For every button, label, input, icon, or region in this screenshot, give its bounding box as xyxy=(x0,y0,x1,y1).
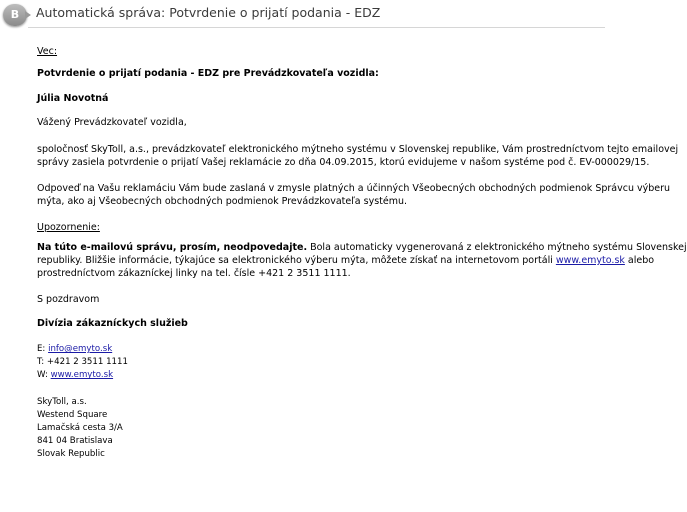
address-block xyxy=(37,396,602,462)
badge-arrow-icon xyxy=(25,11,31,19)
vec-label: Vec: xyxy=(37,46,58,57)
paragraph-line: mýta, ako aj Všeobecných obchodných podmienok Prevádzkovateľa systému. xyxy=(37,196,408,207)
paragraph-confirmation xyxy=(37,143,679,169)
email-label: E: xyxy=(37,344,49,354)
b-badge-icon: B xyxy=(3,4,27,26)
greeting: Vážený Prevádzkovateľ vozidla, xyxy=(37,117,187,128)
warning-text: Bola automaticky vygenerovaná z elektronického mýtneho systému Slovenskej xyxy=(307,242,687,253)
paragraph-warning xyxy=(37,241,687,280)
contact-phone: T: +421 2 3511 1111 xyxy=(37,357,128,368)
paragraph-response xyxy=(37,182,671,208)
contact-block xyxy=(37,343,602,383)
portal-link[interactable]: www.emyto.sk xyxy=(555,255,625,266)
contact-web-link[interactable]: www.emyto.sk xyxy=(50,370,114,381)
address-city: 841 04 Bratislava xyxy=(37,436,113,447)
email-title: Potvrdenie o prijatí podania - EDZ pre Prevádzkovateľa vozidla: xyxy=(37,68,379,79)
recipient-name: Júlia Novotná xyxy=(37,93,109,104)
address-country: Slovak Republic xyxy=(37,449,105,460)
paragraph-line: správy zasiela potvrdenie o prijatí Vašej reklamácie zo dňa 04.09.2015, ktorú evidujeme v našom systéme pod č. EV-000029/15. xyxy=(37,157,650,168)
web-label: W: xyxy=(37,370,51,381)
closing: S pozdravom xyxy=(37,294,100,305)
upozornenie-label: Upozornenie: xyxy=(37,222,100,233)
paragraph-line: Odpoveď na Vašu reklamáciu Vám bude zaslaná v zmysle platných a účinných Všeobecných obchodných podmienok Správcu výberu xyxy=(37,183,671,194)
email-subject: Automatická správa: Potvrdenie o prijatí podania - EDZ xyxy=(36,5,381,20)
warning-text: republiky. Bližšie informácie, týkajúce sa elektronického výberu mýta, môžete získať na internetovom portáli xyxy=(37,255,556,266)
message-header xyxy=(0,0,605,30)
header-divider xyxy=(28,27,605,28)
contact-email-link[interactable]: info@emyto.sk xyxy=(48,344,113,354)
warning-bold: Na túto e-mailovú správu, prosím, neodpovedajte. xyxy=(37,242,308,253)
address-street: Westend Square xyxy=(37,409,108,420)
warning-text: prostredníctvom zákazníckej linky na tel. čísle +421 2 3511 1111. xyxy=(37,268,351,279)
email-body xyxy=(37,45,687,462)
division-name: Divízia zákazníckych služieb xyxy=(37,318,188,329)
address-company: SkyToll, a.s. xyxy=(37,396,87,407)
warning-text: alebo xyxy=(624,255,655,266)
paragraph-line: spoločnosť SkyToll, a.s., prevádzkovateľ elektronického mýtneho systému v Slovenskej republike, Vám prostredníctvom tejto emailovej xyxy=(37,144,679,155)
address-street: Lamačská cesta 3/A xyxy=(37,423,123,434)
